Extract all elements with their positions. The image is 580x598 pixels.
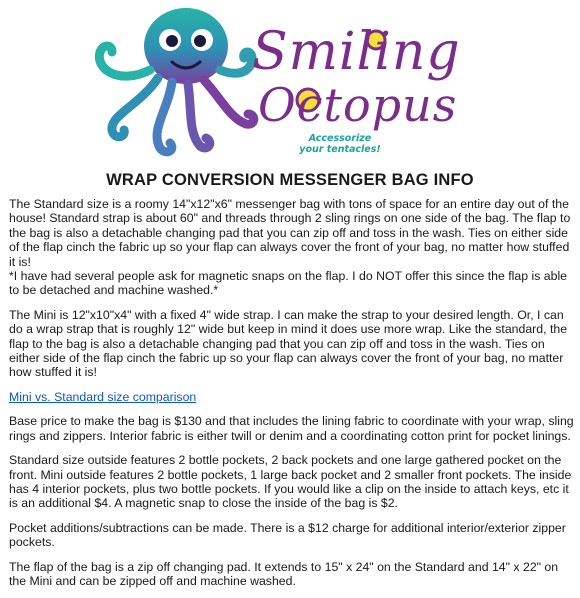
logo-wordmark-line-1: Smiling [252,22,461,82]
document-body [9,197,575,598]
logo-tagline [285,133,395,155]
logo-tagline-line-2: your tentacles! [299,144,381,155]
smiling-octopus-logo [0,0,580,160]
paragraph-changing-pad: The flap of the bag is a zip off changing pad. It extends to 15" x 24" on the Standard and 14" x 22" on the Mini and can be zipped off and machine washed. [9,559,559,588]
logo-wordmark-line-2: Octopus [258,78,458,132]
paragraph-standard-size: The Standard size is a roomy 14"x12"x6" messenger bag with tons of space for an entire day out of the house! Standard strap is about 60" and threads through 2 sling rings on one side of the bag. The flap to the bag is also a detachable changing pad that you can zip off and toss in the wash. Ties on either side of the flap cinch the fabric up so your flap can always cover the front of your bag, no matter how stuffed it is! [9,197,571,269]
paragraph-base-price: Base price to make the bag is $130 and that includes the lining fabric to coordinate with your wrap, sling rings and zippers. Interior fabric is either twill or denim and a coordinating cotton print for pocket linings. [9,414,574,443]
size-comparison-link[interactable]: Mini vs. Standard size comparison [9,389,197,404]
page-title: WRAP CONVERSION MESSENGER BAG INFO [106,171,474,189]
paragraph-mini-size: The Mini is 12"x10"x4" with a fixed 4" wide strap. I can make the strap to your desired length. Or, I can do a wrap strap that is roughly 12" wide but keep in mind it does use more wrap. Like the standard, the flap to the bag is also a detachable changing pad that you can zip off and toss in the wash. Ties on either side of the flap cinch the fabric up so your flap can always cover the front of your bag, no matter how stuffed it is! [9,307,568,380]
paragraph-pocket-features: Standard size outside features 2 bottle pockets, 2 back pockets and one large gathered pocket on the front. Mini outside features 2 bottle pockets, 1 large back pocket and 2 smaller front pockets. The inside has 4 interior pockets, plus two bottle pockets. If you would like a clip on the inside to attach keys, etc it is an additional $4. A magnetic snap to close the inside of the bag is $2. [9,453,572,511]
logo-tagline-line-1: Accessorize [308,133,372,144]
paragraph-magnetic-snaps-note: *I have had several people ask for magnetic snaps on the flap. I do NOT offer this since the flap is able to be detached and machine washed.* [9,269,568,298]
paragraph-pocket-additions: Pocket additions/subtractions can be made. There is a $12 charge for additional interior/exterior zipper pockets. [9,520,566,550]
